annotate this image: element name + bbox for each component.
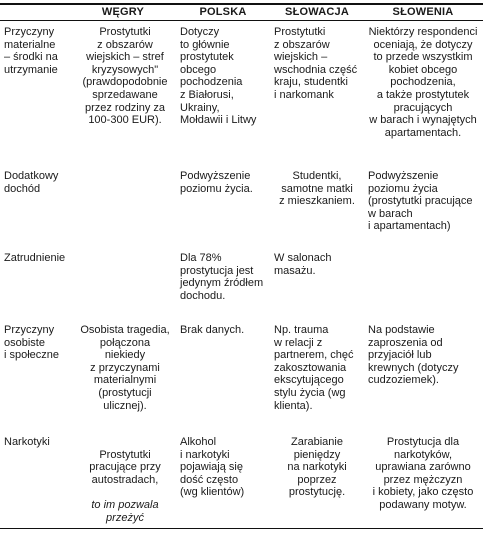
table-cell: Podwyższenie poziomu życia (prostytutki pracujące w barach i apartamentach) xyxy=(368,170,473,233)
table-cell: Prostytutki z obszarów wiejskich – wschodnia część kraju, studentki i narkomank xyxy=(274,26,358,101)
cell-text: Prostytutki pracujące przy autostradach, xyxy=(89,448,161,486)
header-slovenia: SŁOWENIA xyxy=(392,6,454,18)
row-label: Zatrudnienie xyxy=(4,252,66,264)
header-hungary: WĘGRY xyxy=(101,6,145,18)
table-cell: Alkohol i narkotyki pojawiają się dość często (wg klientów) xyxy=(180,436,245,499)
table-cell: Dla 78% prostytucja jest jedynym źródłem dochodu. xyxy=(180,252,264,302)
table-cell: Np. trauma w relacji z partnerem, chęć zakosztowania ekscytującego stylu życia (wg klienta). xyxy=(274,324,354,412)
table-cell: Podwyższenie poziomu życia. xyxy=(180,170,253,195)
table-top-rule xyxy=(0,3,483,5)
table-cell xyxy=(76,436,174,537)
table-cell: Studentki, samotne matki z mieszkaniem. xyxy=(279,170,355,208)
table-cell: Prostytutki z obszarów wiejskich – stref kryzysowych" (prawdopodobnie sprzedawane przez rodziny za 100-300 EUR). xyxy=(82,26,168,127)
table-cell: Dotyczy to głównie prostytutek obcego pochodzenia z Białorusi, Ukrainy, Mołdawii i Litwy xyxy=(180,26,257,127)
row-label: Narkotyki xyxy=(4,436,50,448)
header-rule xyxy=(0,20,483,21)
table-cell: Na podstawie zaproszenia od przyjaciół lub krewnych (dotyczy cudzoziemek). xyxy=(368,324,459,387)
table-cell: Zarabianie pieniędzy na narkotyki poprzez prostytucję. xyxy=(287,436,347,499)
table-cell: Niektórzy respondenci oceniają, że dotyczy to przede wszystkim kobiet obcego pochodzenia, a także prostytutek pracujących w barach i wynajętych apartamentach. xyxy=(368,26,478,139)
row-label: Dodatkowy dochód xyxy=(4,170,59,195)
table-cell: Prostytucja dla narkotyków, uprawiana zarówno przez mężczyzn i kobiety, jako często podawany motyw. xyxy=(372,436,474,511)
header-poland: POLSKA xyxy=(199,6,247,18)
table-cell: Brak danych. xyxy=(180,324,245,336)
table-cell: Osobista tragedia, połączona niekiedy z przyczynami materialnymi (prostytucji ulicznej). xyxy=(80,324,170,412)
row-label: Przyczyny materialne – środki na utrzymanie xyxy=(4,26,58,76)
row-label: Przyczyny osobiste i społeczne xyxy=(4,324,60,362)
table-bottom-rule xyxy=(0,528,483,529)
header-slovakia: SŁOWACJA xyxy=(285,6,349,18)
cell-text-italic: to im pozwala przeżyć xyxy=(91,498,159,524)
table-cell: W salonach masażu. xyxy=(274,252,332,277)
